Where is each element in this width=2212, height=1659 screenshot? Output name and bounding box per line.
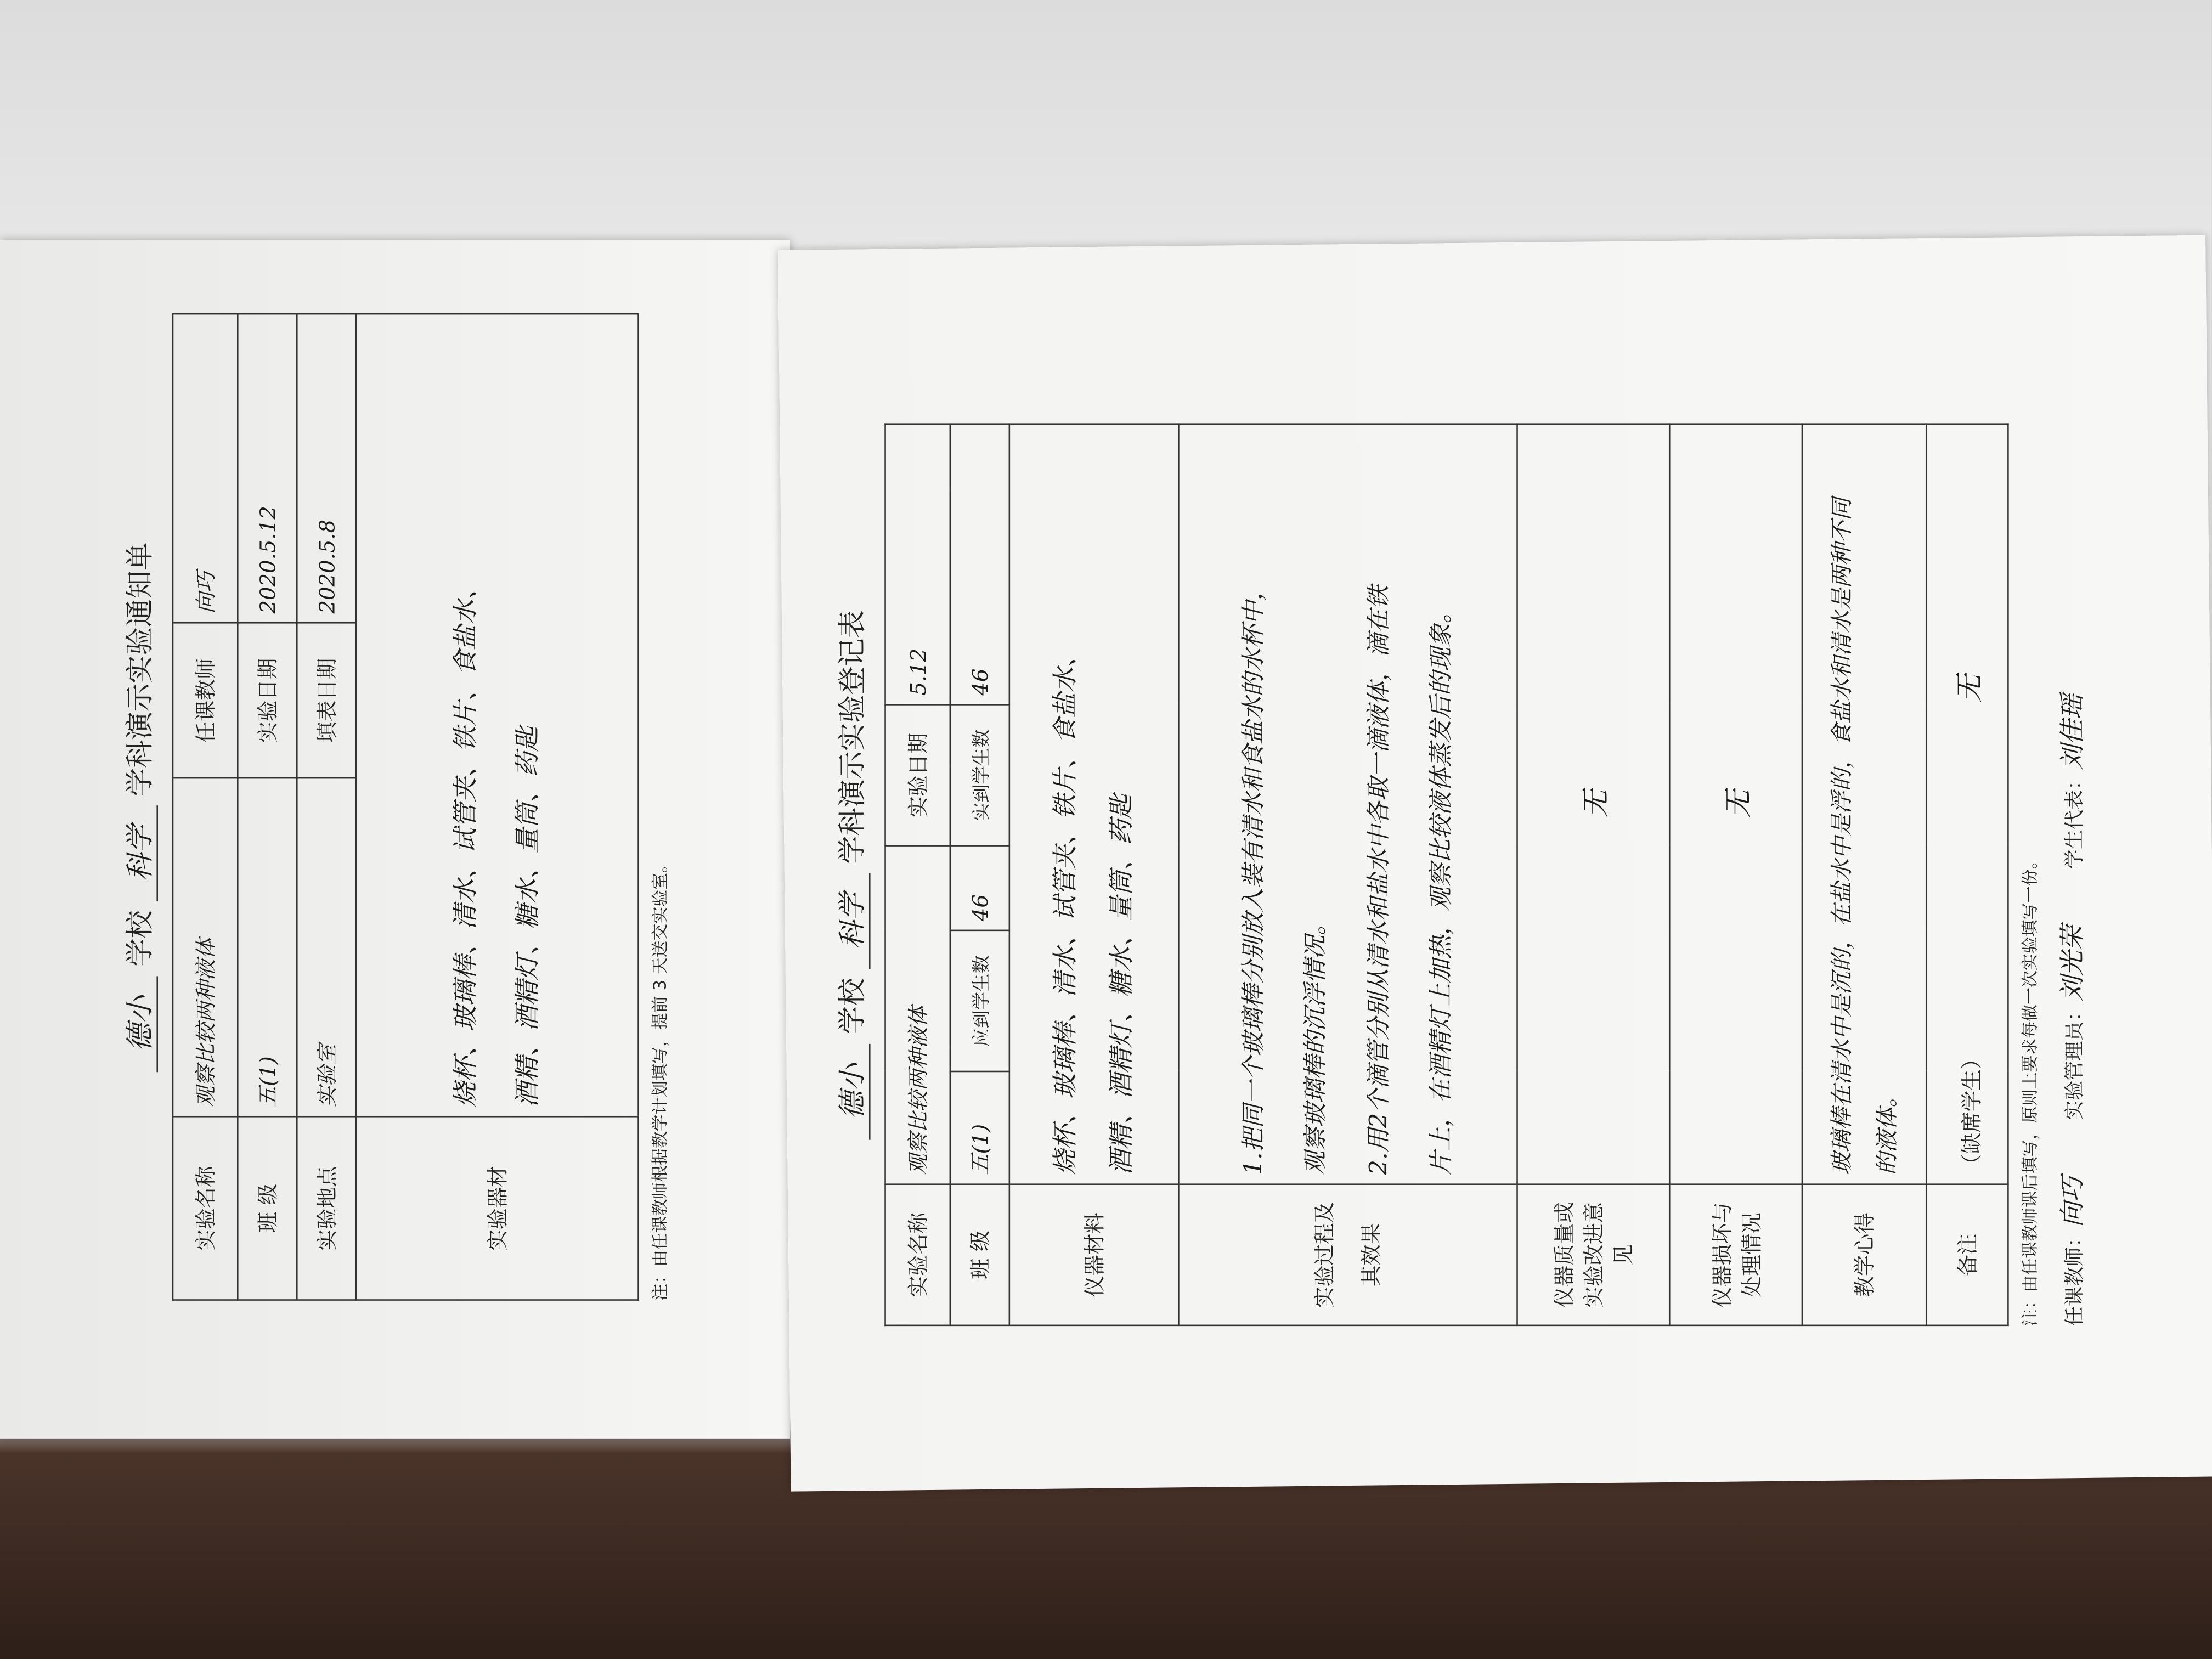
title-school: 学校 <box>122 910 157 967</box>
value-class: 五(1) <box>238 778 297 1116</box>
record-title <box>830 423 871 1326</box>
value-fill-date: 2020.5.8 <box>297 314 356 623</box>
label-name: 实验名称 <box>173 1116 238 1300</box>
label-equipment: 实验器材 <box>356 1116 638 1300</box>
value-class: 五(1) <box>950 1071 1009 1184</box>
label-damage: 仪器损坏与处理情况 <box>1669 1184 1802 1325</box>
teacher-signature-label: 任课教师： <box>2063 1227 2087 1327</box>
reflection-line: 的液体。 <box>1872 1085 1900 1175</box>
student-signature-label: 学生代表： <box>2063 770 2087 869</box>
value-exp-date: 5.12 <box>885 424 950 705</box>
label-exp-date: 实验日期 <box>885 704 950 845</box>
notice-table <box>172 313 639 1301</box>
absent-label: （缺席学生） <box>1959 1048 1985 1175</box>
value-equipment <box>1009 424 1179 1184</box>
process-line: 观察玻璃棒的沉浮情况。 <box>1302 911 1331 1175</box>
value-remarks <box>1926 424 2008 1184</box>
label-name: 实验名称 <box>885 1184 950 1325</box>
equipment-line: 烧杯、玻璃棒、清水、试管夹、铁片、食盐水、 <box>452 574 482 1108</box>
notice-title <box>117 313 158 1301</box>
label-class: 班 级 <box>950 1184 1009 1325</box>
title-school: 学校 <box>835 978 869 1035</box>
remarks-value: 无 <box>1952 674 1987 703</box>
label-teacher: 任课教师 <box>173 623 238 778</box>
label-process: 实验过程及其效果 <box>1178 1184 1517 1325</box>
label-fill-date: 填表日期 <box>297 623 356 778</box>
value-process <box>1178 424 1517 1184</box>
process-line: 1.把同一个玻璃棒分别放入装有清水和食盐水的水杯中， <box>1240 577 1269 1175</box>
label-actual: 实到学生数 <box>950 704 1009 845</box>
record-table <box>884 423 2008 1326</box>
title-main: 学科演示实验登记表 <box>835 610 869 864</box>
label-place: 实验地点 <box>297 1116 356 1300</box>
value-name: 观察比较两种液体 <box>173 778 238 1116</box>
title-main: 学科演示实验通知单 <box>122 542 157 797</box>
teacher-signature-value: 向巧 <box>2058 1176 2088 1228</box>
teacher-signature <box>2052 1177 2089 1327</box>
student-signature-value: 刘佳瑶 <box>2058 694 2088 770</box>
value-damage: 无 <box>1669 424 1802 1184</box>
value-reflection <box>1802 424 1926 1184</box>
equipment-line: 烧杯、玻璃棒、清水、试管夹、铁片、食盐水、 <box>1051 641 1081 1175</box>
label-remarks: 备注 <box>1926 1184 2008 1325</box>
process-line: 2.用2个滴管分别从清水和盐水中各取一滴液体，滴在铁 <box>1364 585 1393 1175</box>
student-signature <box>2052 694 2089 869</box>
label-quality: 仪器质量或实验改进意见 <box>1517 1184 1670 1325</box>
value-name: 观察比较两种液体 <box>885 845 950 1184</box>
notice-form <box>117 313 681 1301</box>
admin-signature <box>2052 926 2089 1120</box>
label-class: 班 级 <box>238 1116 297 1300</box>
value-place: 实验室 <box>297 778 356 1116</box>
signature-row <box>2052 423 2089 1326</box>
equipment-line: 酒精、酒精灯、糖水、量筒、药匙 <box>1107 794 1137 1175</box>
label-exp-date: 实验日期 <box>238 623 297 778</box>
admin-signature-value: 刘光荣 <box>2058 925 2088 1002</box>
value-quality: 无 <box>1517 424 1670 1184</box>
value-expected: 46 <box>950 845 1009 930</box>
label-equipment: 仪器材料 <box>1009 1184 1179 1325</box>
admin-signature-label: 实验管理员： <box>2063 1001 2087 1120</box>
notice-note: 注：由任课教师根据教学计划填写，提前 3 天送交实验室。 <box>650 856 670 1301</box>
school-name: 德小 <box>835 1043 870 1139</box>
school-name: 德小 <box>123 975 158 1071</box>
value-actual: 46 <box>950 424 1009 705</box>
label-reflection: 教学心得 <box>1802 1184 1926 1325</box>
value-exp-date: 2020.5.12 <box>238 314 297 623</box>
value-teacher: 向巧 <box>173 314 238 623</box>
subject-name: 科学 <box>835 873 870 969</box>
value-equipment <box>356 314 638 1116</box>
label-expected: 应到学生数 <box>950 930 1009 1071</box>
record-form <box>830 423 2184 1326</box>
equipment-line: 酒精、酒精灯、糖水、量筒、药匙 <box>512 726 543 1108</box>
reflection-line: 玻璃棒在清水中是沉的，在盐水中是浮的，食盐水和清水是两种不同 <box>1827 498 1855 1175</box>
subject-name: 科学 <box>123 805 158 901</box>
process-line: 片上，在酒精灯上加热，观察比较液体蒸发后的现象。 <box>1427 599 1455 1175</box>
record-note: 注：由任课教师课后填写，原则上要求每做一次实验填写一份。 <box>2020 852 2040 1327</box>
